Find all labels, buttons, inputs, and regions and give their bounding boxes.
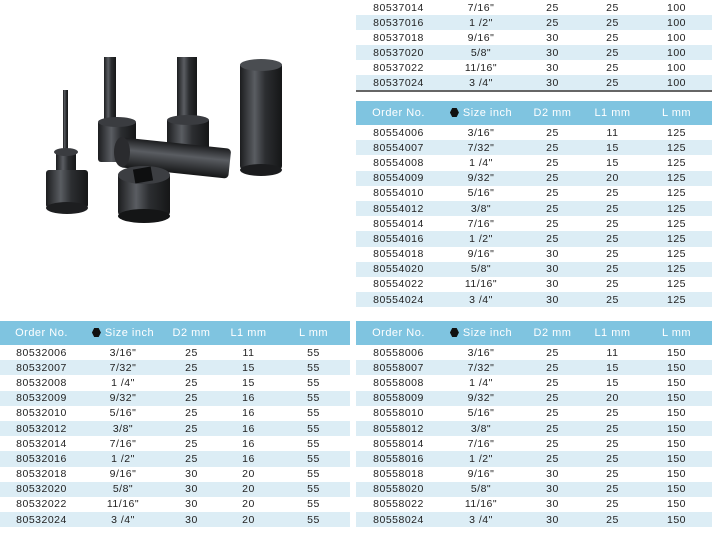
l-cell: 150 xyxy=(641,497,712,512)
hex-icon xyxy=(450,108,459,117)
size-cell: 5/8" xyxy=(441,262,521,277)
table-row xyxy=(356,345,712,360)
size-cell: 7/16" xyxy=(441,216,521,231)
d2-cell: 30 xyxy=(521,512,584,527)
order-no-cell: 80558014 xyxy=(356,436,441,451)
l1-cell: 15 xyxy=(584,155,641,170)
order-no-cell: 80532022 xyxy=(0,497,83,512)
l-cell: 55 xyxy=(277,451,350,466)
table-row xyxy=(0,467,350,482)
table-row xyxy=(356,451,712,466)
order-no-cell: 80558008 xyxy=(356,375,441,390)
order-no-cell: 80532016 xyxy=(0,451,83,466)
size-cell: 3 /4" xyxy=(441,512,521,527)
table-row xyxy=(0,482,350,497)
order-no-cell: 80554010 xyxy=(356,186,441,201)
l1-cell: 25 xyxy=(584,277,641,292)
order-no-cell: 80537016 xyxy=(356,15,441,30)
d2-cell: 30 xyxy=(163,482,220,497)
table-header-row xyxy=(356,101,712,125)
l1-cell: 15 xyxy=(220,375,277,390)
l1-cell: 25 xyxy=(584,30,641,45)
d2-cell: 25 xyxy=(521,451,584,466)
table-row xyxy=(356,155,712,170)
table-row xyxy=(356,247,712,262)
table-row xyxy=(356,0,712,15)
l1-cell: 20 xyxy=(220,512,277,527)
d2-cell: 25 xyxy=(521,201,584,216)
col-l: L mm xyxy=(641,321,712,345)
l1-cell: 25 xyxy=(584,292,641,307)
d2-cell: 30 xyxy=(521,60,584,75)
l1-cell: 25 xyxy=(584,231,641,246)
l-cell: 55 xyxy=(277,406,350,421)
table-row xyxy=(356,391,712,406)
table-row xyxy=(356,512,712,527)
table-row xyxy=(0,406,350,421)
l1-cell: 16 xyxy=(220,421,277,436)
d2-cell: 25 xyxy=(163,436,220,451)
col-order: Order No. xyxy=(356,101,441,125)
l1-cell: 11 xyxy=(584,345,641,360)
l1-cell: 15 xyxy=(584,140,641,155)
size-cell: 11/16" xyxy=(441,277,521,292)
size-cell: 9/16" xyxy=(83,467,163,482)
l1-cell: 20 xyxy=(220,482,277,497)
size-cell: 9/16" xyxy=(441,247,521,262)
order-no-cell: 80554014 xyxy=(356,216,441,231)
table-header-row xyxy=(356,321,712,345)
table-row xyxy=(356,436,712,451)
l-cell: 125 xyxy=(641,186,712,201)
size-cell: 3/8" xyxy=(83,421,163,436)
order-no-cell: 80554024 xyxy=(356,292,441,307)
table-row xyxy=(356,375,712,390)
l1-cell: 16 xyxy=(220,406,277,421)
socket-tool-square-drive xyxy=(118,166,170,223)
col-order: Order No. xyxy=(0,321,83,345)
size-cell: 5/8" xyxy=(441,45,521,60)
d2-cell: 25 xyxy=(521,391,584,406)
d2-cell: 30 xyxy=(521,75,584,90)
table-row xyxy=(356,60,712,75)
d2-cell: 25 xyxy=(521,216,584,231)
spec-table-80558 xyxy=(356,321,712,527)
l-cell: 150 xyxy=(641,421,712,436)
size-cell: 3 /4" xyxy=(441,292,521,307)
l-cell: 125 xyxy=(641,247,712,262)
l-cell: 55 xyxy=(277,360,350,375)
l-cell: 125 xyxy=(641,216,712,231)
size-cell: 3 /4" xyxy=(441,75,521,90)
d2-cell: 30 xyxy=(521,45,584,60)
table-row xyxy=(356,75,712,90)
l-cell: 125 xyxy=(641,171,712,186)
size-cell: 7/32" xyxy=(83,360,163,375)
table-row xyxy=(0,345,350,360)
table-row xyxy=(0,421,350,436)
l1-cell: 20 xyxy=(220,497,277,512)
d2-cell: 30 xyxy=(521,497,584,512)
order-no-cell: 80554012 xyxy=(356,201,441,216)
size-cell: 3/8" xyxy=(441,421,521,436)
d2-cell: 30 xyxy=(521,292,584,307)
order-no-cell: 80532006 xyxy=(0,345,83,360)
l1-cell: 25 xyxy=(584,262,641,277)
order-no-cell: 80554007 xyxy=(356,140,441,155)
order-no-cell: 80558020 xyxy=(356,482,441,497)
order-no-cell: 80532009 xyxy=(0,391,83,406)
l1-cell: 25 xyxy=(584,75,641,90)
l-cell: 100 xyxy=(641,30,712,45)
l-cell: 55 xyxy=(277,345,350,360)
l1-cell: 25 xyxy=(584,451,641,466)
spec-table-80532 xyxy=(0,321,350,527)
order-no-cell: 80532024 xyxy=(0,512,83,527)
size-cell: 1 /2" xyxy=(441,451,521,466)
col-l1: L1 mm xyxy=(584,101,641,125)
col-size: Size inch xyxy=(441,321,521,345)
d2-cell: 30 xyxy=(521,482,584,497)
size-cell: 9/32" xyxy=(441,391,521,406)
table-row xyxy=(356,45,712,60)
table-row xyxy=(356,171,712,186)
order-no-cell: 80532007 xyxy=(0,360,83,375)
table-row xyxy=(0,497,350,512)
l-cell: 150 xyxy=(641,360,712,375)
d2-cell: 25 xyxy=(521,155,584,170)
l1-cell: 25 xyxy=(584,436,641,451)
l1-cell: 25 xyxy=(584,45,641,60)
l1-cell: 20 xyxy=(584,171,641,186)
l1-cell: 25 xyxy=(584,216,641,231)
table-row xyxy=(0,436,350,451)
socket-tool-small xyxy=(46,90,88,214)
table-row xyxy=(356,15,712,30)
l1-cell: 25 xyxy=(584,15,641,30)
l1-cell: 25 xyxy=(584,482,641,497)
l-cell: 55 xyxy=(277,497,350,512)
order-no-cell: 80532008 xyxy=(0,375,83,390)
order-no-cell: 80554006 xyxy=(356,125,441,140)
d2-cell: 25 xyxy=(521,140,584,155)
col-l1: L1 mm xyxy=(584,321,641,345)
size-cell: 1 /2" xyxy=(83,451,163,466)
table-row xyxy=(0,451,350,466)
l1-cell: 16 xyxy=(220,436,277,451)
order-no-cell: 80537024 xyxy=(356,75,441,90)
size-cell: 9/32" xyxy=(83,391,163,406)
size-cell: 1 /2" xyxy=(441,15,521,30)
d2-cell: 25 xyxy=(521,15,584,30)
table-row xyxy=(356,406,712,421)
l1-cell: 11 xyxy=(220,345,277,360)
l1-cell: 25 xyxy=(584,60,641,75)
l-cell: 125 xyxy=(641,277,712,292)
l-cell: 100 xyxy=(641,45,712,60)
table-row xyxy=(0,375,350,390)
l-cell: 55 xyxy=(277,512,350,527)
d2-cell: 30 xyxy=(521,30,584,45)
table-row xyxy=(356,360,712,375)
l-cell: 150 xyxy=(641,391,712,406)
order-no-cell: 80558024 xyxy=(356,512,441,527)
l-cell: 150 xyxy=(641,512,712,527)
order-no-cell: 80537014 xyxy=(356,0,441,15)
col-l: L mm xyxy=(641,101,712,125)
table-row xyxy=(0,360,350,375)
l1-cell: 15 xyxy=(584,375,641,390)
table-row xyxy=(356,231,712,246)
d2-cell: 25 xyxy=(163,360,220,375)
table-row xyxy=(356,497,712,512)
order-no-cell: 80554008 xyxy=(356,155,441,170)
l-cell: 125 xyxy=(641,262,712,277)
l-cell: 55 xyxy=(277,436,350,451)
size-cell: 11/16" xyxy=(441,497,521,512)
l1-cell: 16 xyxy=(220,391,277,406)
l-cell: 100 xyxy=(641,60,712,75)
l-cell: 55 xyxy=(277,391,350,406)
d2-cell: 30 xyxy=(163,467,220,482)
size-cell: 5/16" xyxy=(441,186,521,201)
table-row xyxy=(356,201,712,216)
col-d2: D2 mm xyxy=(521,101,584,125)
size-cell: 9/32" xyxy=(441,171,521,186)
l-cell: 125 xyxy=(641,201,712,216)
size-cell: 7/32" xyxy=(441,140,521,155)
d2-cell: 30 xyxy=(521,467,584,482)
d2-cell: 25 xyxy=(521,231,584,246)
d2-cell: 25 xyxy=(163,451,220,466)
d2-cell: 25 xyxy=(521,0,584,15)
l1-cell: 25 xyxy=(584,497,641,512)
l1-cell: 25 xyxy=(584,467,641,482)
hex-icon xyxy=(92,328,101,337)
order-no-cell: 80558012 xyxy=(356,421,441,436)
d2-cell: 25 xyxy=(521,421,584,436)
order-no-cell: 80558022 xyxy=(356,497,441,512)
size-cell: 1 /4" xyxy=(83,375,163,390)
d2-cell: 30 xyxy=(163,512,220,527)
size-cell: 7/16" xyxy=(441,0,521,15)
l-cell: 125 xyxy=(641,292,712,307)
d2-cell: 25 xyxy=(163,421,220,436)
table-row xyxy=(356,277,712,292)
l-cell: 100 xyxy=(641,0,712,15)
size-cell: 3 /4" xyxy=(83,512,163,527)
l-cell: 125 xyxy=(641,140,712,155)
table-row xyxy=(356,467,712,482)
size-cell: 3/16" xyxy=(441,345,521,360)
order-no-cell: 80537022 xyxy=(356,60,441,75)
d2-cell: 25 xyxy=(521,436,584,451)
l1-cell: 15 xyxy=(584,360,641,375)
l-cell: 150 xyxy=(641,406,712,421)
order-no-cell: 80558016 xyxy=(356,451,441,466)
l-cell: 125 xyxy=(641,125,712,140)
l-cell: 55 xyxy=(277,467,350,482)
size-cell: 7/32" xyxy=(441,360,521,375)
l1-cell: 25 xyxy=(584,512,641,527)
d2-cell: 30 xyxy=(521,247,584,262)
size-cell: 9/16" xyxy=(441,30,521,45)
l1-cell: 20 xyxy=(220,467,277,482)
col-d2: D2 mm xyxy=(521,321,584,345)
size-cell: 7/16" xyxy=(441,436,521,451)
size-cell: 3/16" xyxy=(441,125,521,140)
col-size: Size inch xyxy=(83,321,163,345)
d2-cell: 25 xyxy=(521,360,584,375)
order-no-cell: 80532010 xyxy=(0,406,83,421)
table-row xyxy=(356,140,712,155)
size-cell: 1 /2" xyxy=(441,231,521,246)
table-row xyxy=(356,292,712,307)
table-row xyxy=(0,512,350,527)
l1-cell: 25 xyxy=(584,0,641,15)
l-cell: 100 xyxy=(641,15,712,30)
order-no-cell: 80554022 xyxy=(356,277,441,292)
table-row xyxy=(356,482,712,497)
l-cell: 150 xyxy=(641,451,712,466)
order-no-cell: 80554016 xyxy=(356,231,441,246)
order-no-cell: 80532014 xyxy=(0,436,83,451)
l-cell: 55 xyxy=(277,375,350,390)
d2-cell: 25 xyxy=(163,345,220,360)
l-cell: 150 xyxy=(641,436,712,451)
l1-cell: 16 xyxy=(220,451,277,466)
table-row xyxy=(356,30,712,45)
order-no-cell: 80554009 xyxy=(356,171,441,186)
d2-cell: 25 xyxy=(163,375,220,390)
size-cell: 11/16" xyxy=(441,60,521,75)
size-cell: 9/16" xyxy=(441,467,521,482)
size-cell: 3/8" xyxy=(441,201,521,216)
d2-cell: 30 xyxy=(521,262,584,277)
order-no-cell: 80558006 xyxy=(356,345,441,360)
col-size: Size inch xyxy=(441,101,521,125)
d2-cell: 25 xyxy=(521,171,584,186)
size-cell: 11/16" xyxy=(83,497,163,512)
d2-cell: 25 xyxy=(521,345,584,360)
l-cell: 55 xyxy=(277,482,350,497)
order-no-cell: 80554020 xyxy=(356,262,441,277)
size-cell: 5/8" xyxy=(83,482,163,497)
spec-table-80537 xyxy=(356,0,712,92)
size-cell: 3/16" xyxy=(83,345,163,360)
table-row xyxy=(356,216,712,231)
order-no-cell: 80558009 xyxy=(356,391,441,406)
d2-cell: 25 xyxy=(163,391,220,406)
l1-cell: 25 xyxy=(584,247,641,262)
l-cell: 55 xyxy=(277,421,350,436)
d2-cell: 25 xyxy=(521,375,584,390)
size-cell: 1 /4" xyxy=(441,375,521,390)
table-row xyxy=(356,262,712,277)
l-cell: 125 xyxy=(641,231,712,246)
order-no-cell: 80558007 xyxy=(356,360,441,375)
col-l1: L1 mm xyxy=(220,321,277,345)
l-cell: 125 xyxy=(641,155,712,170)
table-row xyxy=(356,421,712,436)
order-no-cell: 80532012 xyxy=(0,421,83,436)
size-cell: 5/16" xyxy=(83,406,163,421)
order-no-cell: 80537018 xyxy=(356,30,441,45)
l-cell: 100 xyxy=(641,75,712,90)
l-cell: 150 xyxy=(641,482,712,497)
order-no-cell: 80554018 xyxy=(356,247,441,262)
hex-icon xyxy=(450,328,459,337)
order-no-cell: 80537020 xyxy=(356,45,441,60)
table-header-row xyxy=(0,321,350,345)
order-no-cell: 80558010 xyxy=(356,406,441,421)
product-photo xyxy=(0,0,355,315)
d2-cell: 25 xyxy=(521,125,584,140)
l1-cell: 15 xyxy=(220,360,277,375)
size-cell: 1 /4" xyxy=(441,155,521,170)
spec-table-80554 xyxy=(356,101,712,307)
l1-cell: 11 xyxy=(584,125,641,140)
order-no-cell: 80532020 xyxy=(0,482,83,497)
size-cell: 5/8" xyxy=(441,482,521,497)
size-cell: 7/16" xyxy=(83,436,163,451)
col-l: L mm xyxy=(277,321,350,345)
l1-cell: 25 xyxy=(584,201,641,216)
socket-tool-large xyxy=(240,59,282,176)
d2-cell: 30 xyxy=(163,497,220,512)
table-row xyxy=(356,186,712,201)
size-cell: 5/16" xyxy=(441,406,521,421)
d2-cell: 25 xyxy=(521,406,584,421)
l1-cell: 20 xyxy=(584,391,641,406)
d2-cell: 25 xyxy=(163,406,220,421)
order-no-cell: 80558018 xyxy=(356,467,441,482)
l1-cell: 25 xyxy=(584,421,641,436)
d2-cell: 25 xyxy=(521,186,584,201)
d2-cell: 30 xyxy=(521,277,584,292)
col-d2: D2 mm xyxy=(163,321,220,345)
table-row xyxy=(0,391,350,406)
order-no-cell: 80532018 xyxy=(0,467,83,482)
l-cell: 150 xyxy=(641,467,712,482)
l-cell: 150 xyxy=(641,345,712,360)
l1-cell: 25 xyxy=(584,406,641,421)
table-row xyxy=(356,125,712,140)
l1-cell: 25 xyxy=(584,186,641,201)
l-cell: 150 xyxy=(641,375,712,390)
col-order: Order No. xyxy=(356,321,441,345)
